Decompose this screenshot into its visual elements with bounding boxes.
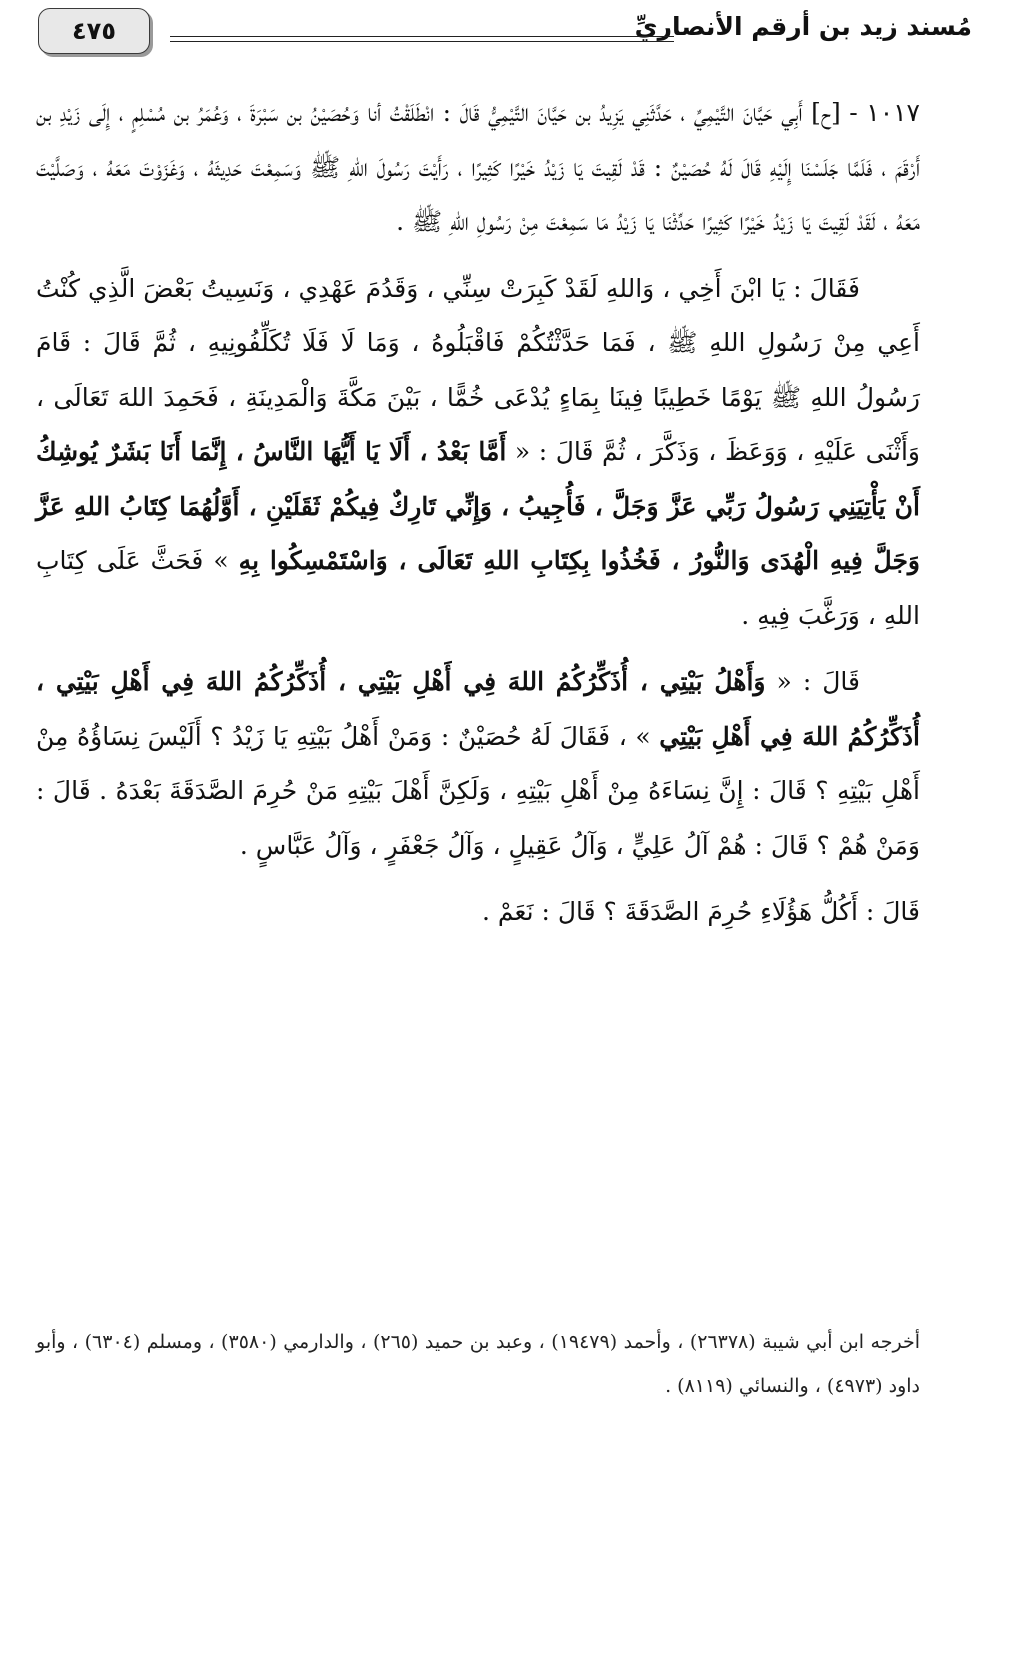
prophetic-speech-1: أَمَّا بَعْدُ ، أَلَا يَا أَيُّهَا النَّاسُ ، إِنَّمَا أَنَا بَشَرٌ يُوشِكُ أَنْ يَأْتِيَنِي رَسُولُ رَبِّي عَزَّ وَجَلَّ ، فَأُجِيبُ ، وَإِنِّي تَارِكٌ فِيكُمْ ثَقَلَيْنِ ، أَوَّلُهُمَا كِتَابُ اللهِ عَزَّ وَجَلَّ فِيهِ الْهُدَى وَالنُّورُ ، فَخُذُوا بِكِتَابِ اللهِ تَعَالَى ، وَاسْتَمْسِكُوا بِهِ — [36, 437, 921, 575]
paragraph-1-text: [ح] أَبِي حَيَّانَ التَّيْمِيِّ ، حَدَّثَنِي يَزِيدُ بن حَيَّانَ التَّيْمِيُّ قَالَ : انْطَلَقْتُ أنا وَحُصَيْنُ بن سَبْرَةَ ، وَعُمَرُ بن مُسْلِمٍ ، إِلَى زَيْدِ بن أَرْقَمَ ، فَلَمَّا جَلَسْنَا إِلَيْهِ قَالَ لَهُ حُصَيْنٌ : قَدْ لَقِيتَ يَا زَيْدُ خَيْرًا كَثِيرًا ، رَأَيْتَ رَسُولَ اللهِ ﷺ وَسَمِعْتَ حَدِيثَهُ ، وَغَزَوْتَ مَعَهُ ، وَصَلَّيْتَ مَعَهُ ، لَقَدْ لَقِيتَ يَا زَيْدُ خَيْرًا كَثِيرًا حَدِّثْنَا يَا زَيْدُ مَا سَمِعْتَ مِنْ رَسُولِ اللهِ ﷺ . — [36, 98, 920, 236]
paragraph-1 — [36, 86, 920, 250]
running-title: مُسند زيد بن أرقم الأنصاريِّ — [634, 12, 972, 41]
prophetic-speech-2: وَأَهْلُ بَيْتِي ، أُذَكِّرُكُمُ اللهَ فِي أَهْلِ بَيْتِي ، أُذَكِّرُكُمُ اللهَ فِي أَهْلِ بَيْتِي ، أُذَكِّرُكُمُ اللهَ فِي أَهْلِ بَيْتِي — [36, 667, 920, 751]
footnote-text: أخرجه ابن أبي شيبة (٢٦٣٧٨) ، وأحمد (١٩٤٧٩) ، وعبد بن حميد (٢٦٥) ، والدارمي (٣٥٨٠) ، ومسلم (٦٣٠٤) ، وأبو داود (٤٩٧٣) ، والنسائي (٨١١٩) . — [36, 1331, 920, 1397]
paragraph-4-text: قَالَ : أَكُلُّ هَؤُلَاءِ حُرِمَ الصَّدَقَةَ ؟ قَالَ : نَعَمْ . — [482, 897, 920, 926]
paragraph-2 — [36, 262, 920, 644]
header-rule — [170, 36, 674, 37]
paragraph-2-text: فَقَالَ : يَا ابْنَ أَخِي ، وَاللهِ لَقَدْ كَبِرَتْ سِنِّي ، وَقَدُمَ عَهْدِي ، وَنَسِيتُ بَعْضَ الَّذِي كُنْتُ أَعِي مِنْ رَسُولِ اللهِ ﷺ ، فَمَا حَدَّثْتُكُمْ فَاقْبَلُوهُ ، وَمَا لَا فَلَا تُكَلِّفُونِيهِ ، ثُمَّ قَالَ : قَامَ رَسُولُ اللهِ ﷺ يَوْمًا خَطِيبًا فِينَا بِمَاءٍ يُدْعَى خُمًّا ، بَيْنَ مَكَّةَ وَالْمَدِينَةِ ، فَحَمِدَ اللهَ تَعَالَى ، وَأَثْنَى عَلَيْهِ ، وَوَعَظَ ، وَذَكَّرَ ، ثُمَّ قَالَ : « — [36, 273, 921, 466]
paragraph-2-end: » فَحَثَّ عَلَى كِتَابِ اللهِ ، وَرَغَّبَ فِيهِ . — [36, 546, 920, 630]
paragraph-3 — [36, 655, 920, 873]
page-number: ٤٧٥ — [72, 17, 116, 45]
footnote — [36, 1320, 920, 1408]
header-rule-double — [170, 41, 674, 42]
paragraph-3-end: » ، فَقَالَ لَهُ حُصَيْنٌ : وَمَنْ أَهْلُ بَيْتِهِ يَا زَيْدُ ؟ أَلَيْسَ نِسَاؤُهُ مِنْ أَهْلِ بَيْتِهِ ؟ قَالَ : إِنَّ نِسَاءَهُ مِنْ أَهْلِ بَيْتِهِ ، وَلَكِنَّ أَهْلَ بَيْتِهِ مَنْ حُرِمَ الصَّدَقَةَ بَعْدَهُ . قَالَ : وَمَنْ هُمْ ؟ قَالَ : هُمْ آلُ عَلِيٍّ ، وَآلُ عَقِيلٍ ، وَآلُ جَعْفَرٍ ، وَآلُ عَبَّاسٍ . — [36, 721, 920, 860]
paragraph-4 — [36, 885, 920, 940]
page-header — [30, 6, 972, 62]
page-number-box — [38, 8, 150, 54]
hadith-number: ١٠١٧ - — [849, 98, 920, 127]
main-text — [36, 86, 920, 952]
paragraph-3-start: قَالَ : « — [776, 667, 860, 696]
